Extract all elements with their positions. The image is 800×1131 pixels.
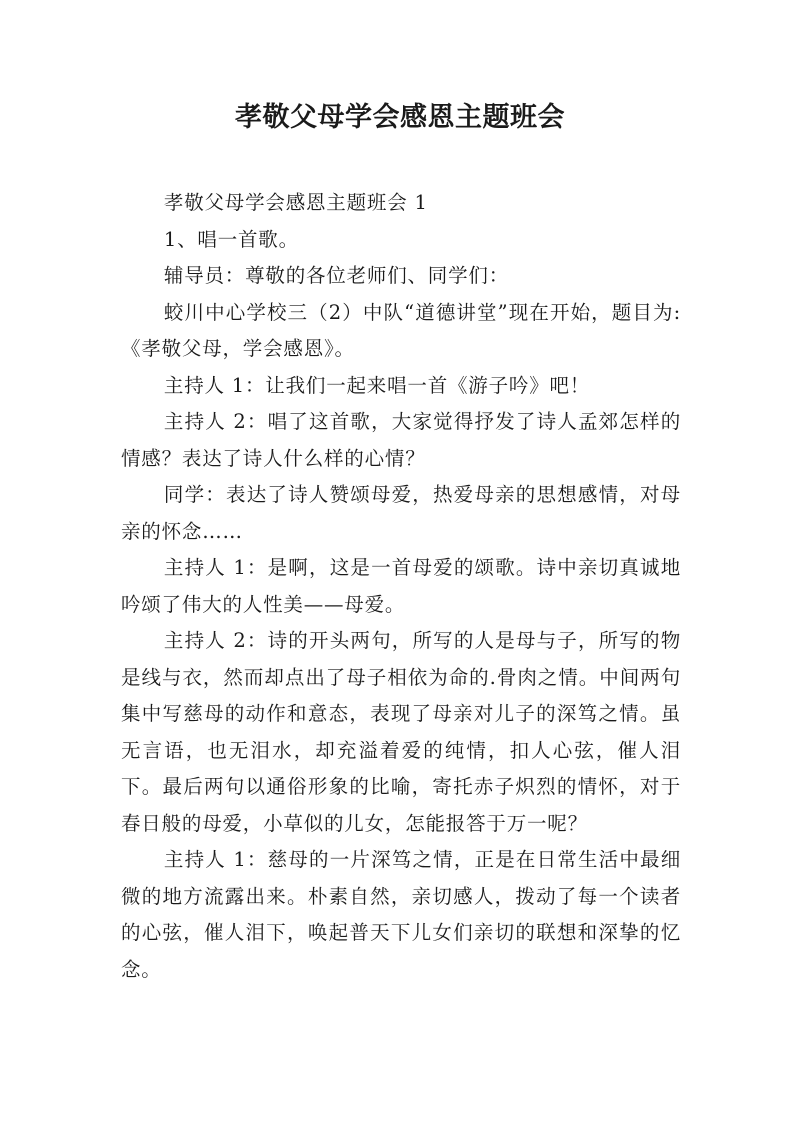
document-body: [121, 185, 681, 988]
paragraph-host2-analysis: 主持人 2：诗的开头两句，所写的人是母与子，所写的物是线与衣，然而却点出了母子相依为命的.骨肉之情。中间两句集中写慈母的动作和意态，表现了母亲对儿子的深笃之情。虽无言语，也无泪水，却充溢着爱的纯情，扣人心弦，催人泪下。最后两句以通俗形象的比喻，寄托赤子炽烈的情怀，对于春日般的母爱，小草似的儿女，怎能报答于万一呢？: [121, 629, 681, 835]
paragraph-subtitle: 孝敬父母学会感恩主题班会 1: [163, 191, 428, 214]
paragraph-host1-summary: 主持人 1：慈母的一片深笃之情，正是在日常生活中最细微的地方流露出来。朴素自然，亲切感人，拨动了每一个读者的心弦，催人泪下，唤起普天下儿女们亲切的联想和深挚的忆念。: [121, 848, 681, 981]
paragraph-opening: 蛟川中心学校三（2）中队“道德讲堂”现在开始，题目为:《孝敬父母，学会感恩》。: [121, 300, 681, 360]
document-title: 孝敬父母学会感恩主题班会: [235, 102, 565, 133]
paragraph-host1-praise: 主持人 1：是啊，这是一首母爱的颂歌。诗中亲切真诚地吟颂了伟大的人性美——母爱。: [121, 556, 681, 616]
paragraph-student-answer: 同学：表达了诗人赞颂母爱，热爱母亲的思想感情，对母亲的怀念……: [121, 483, 681, 543]
paragraph-song: 1、唱一首歌。: [163, 227, 299, 251]
paragraph-host2-question: 主持人 2：唱了这首歌，大家觉得抒发了诗人孟郊怎样的情感？表达了诗人什么样的心情？: [121, 410, 681, 470]
paragraph-counselor: 辅导员：尊敬的各位老师们、同学们：: [163, 264, 509, 287]
paragraph-host1-sing: 主持人 1：让我们一起来唱一首《游子吟》吧！: [163, 373, 591, 397]
